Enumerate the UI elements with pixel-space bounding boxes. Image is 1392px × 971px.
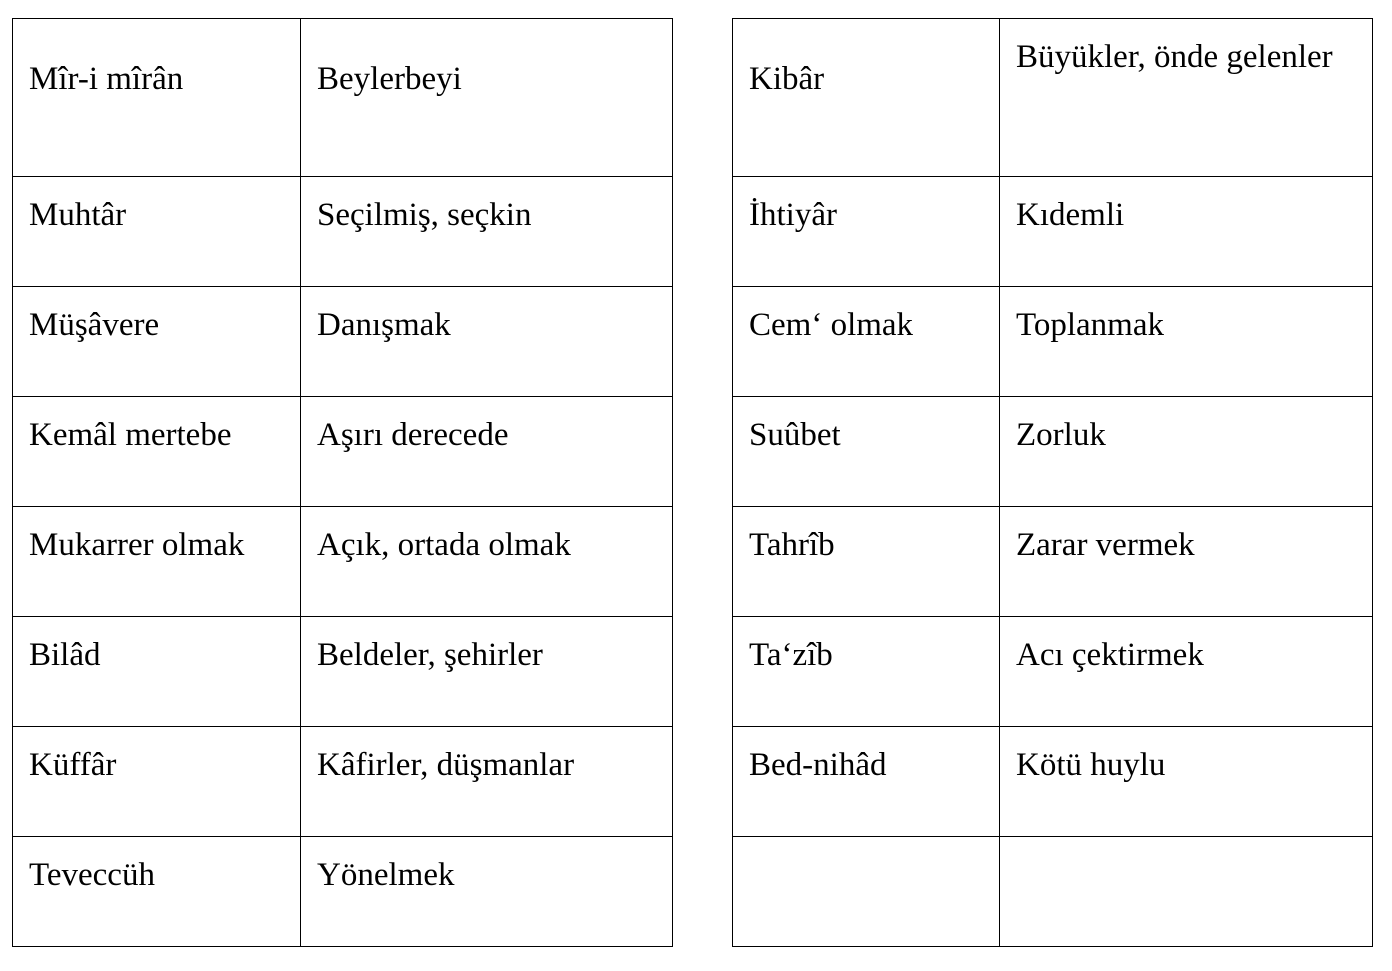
term-cell: Mukarrer olmak: [13, 507, 301, 617]
meaning-cell: Toplanmak: [1000, 287, 1373, 397]
meaning-cell: Beldeler, şehirler: [301, 617, 673, 727]
term-cell: Küffâr: [13, 727, 301, 837]
term-cell: Teveccüh: [13, 837, 301, 947]
meaning-cell: Büyükler, önde gelenler: [1000, 19, 1373, 177]
term-cell: İhtiyâr: [733, 177, 1000, 287]
table-row: [13, 727, 673, 837]
table-row: [733, 617, 1373, 727]
table-row: [733, 397, 1373, 507]
meaning-cell: Açık, ortada olmak: [301, 507, 673, 617]
term-cell: Kemâl mertebe: [13, 397, 301, 507]
glossary-table-right: [732, 18, 1373, 947]
term-cell: Muhtâr: [13, 177, 301, 287]
term-cell: [733, 837, 1000, 947]
term-cell: Kibâr: [733, 19, 1000, 177]
term-cell: Mîr-i mîrân: [13, 19, 301, 177]
meaning-cell: Kâfirler, düşmanlar: [301, 727, 673, 837]
table-row: [733, 507, 1373, 617]
table-row: [13, 287, 673, 397]
table-row: [13, 397, 673, 507]
glossary-table-left: [12, 18, 673, 947]
table-row: [13, 177, 673, 287]
table-row: [733, 727, 1373, 837]
meaning-cell: Kıdemli: [1000, 177, 1373, 287]
table-row: [733, 19, 1373, 177]
meaning-cell: Aşırı derecede: [301, 397, 673, 507]
table-row: [13, 19, 673, 177]
meaning-cell: Acı çektirmek: [1000, 617, 1373, 727]
table-row: [733, 287, 1373, 397]
term-cell: Müşâvere: [13, 287, 301, 397]
term-cell: Bed-nihâd: [733, 727, 1000, 837]
meaning-cell: Beylerbeyi: [301, 19, 673, 177]
meaning-cell: Zorluk: [1000, 397, 1373, 507]
term-cell: Cem‘ olmak: [733, 287, 1000, 397]
table-row: [13, 837, 673, 947]
meaning-cell: Kötü huylu: [1000, 727, 1373, 837]
table-row: [733, 837, 1373, 947]
table-row: [733, 177, 1373, 287]
term-cell: Suûbet: [733, 397, 1000, 507]
table-row: [13, 507, 673, 617]
term-cell: Tahrîb: [733, 507, 1000, 617]
meaning-cell: [1000, 837, 1373, 947]
meaning-cell: Yönelmek: [301, 837, 673, 947]
table-row: [13, 617, 673, 727]
meaning-cell: Seçilmiş, seçkin: [301, 177, 673, 287]
meaning-cell: Zarar vermek: [1000, 507, 1373, 617]
term-cell: Bilâd: [13, 617, 301, 727]
term-cell: Ta‘zîb: [733, 617, 1000, 727]
meaning-cell: Danışmak: [301, 287, 673, 397]
